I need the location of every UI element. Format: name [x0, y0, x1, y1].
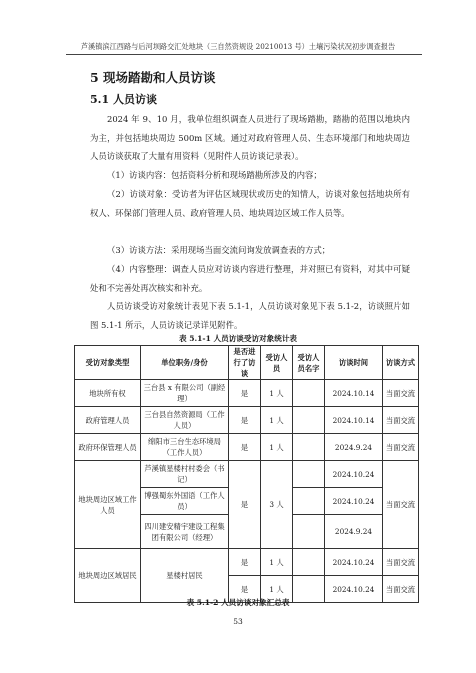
table-cell: 芦溪镇星楼村村委会（书记） [141, 461, 229, 488]
paragraph-interview-content: （1）访谈内容：包括资料分析和现场踏勘所涉及的内容； [107, 170, 322, 180]
table-cell: 1 人 [261, 407, 293, 434]
table-cell: 三台县自然资源局（工作人员） [141, 407, 229, 434]
table-cell: 当面交流 [383, 407, 419, 434]
header-cell: 单位职务/身份 [141, 346, 229, 380]
table-cell: 2024.10.24 [325, 461, 383, 488]
table-cell: 2024.9.24 [325, 515, 383, 549]
table-cell [293, 407, 325, 434]
table-cell: 是 [229, 380, 261, 407]
table-cell: 当面交流 [383, 380, 419, 407]
table-cell: 1 人 [261, 576, 293, 603]
header-cell: 访谈时间 [325, 346, 383, 380]
table-row [75, 434, 419, 461]
table-cell: 地块周边区域工作人员 [75, 461, 141, 549]
table-cell [293, 461, 325, 488]
table-cell: 2024.9.24 [325, 434, 383, 461]
table-row [75, 380, 419, 407]
page-number: 53 [233, 617, 243, 626]
table-row [75, 549, 419, 576]
interview-statistics-table [74, 345, 419, 603]
table-cell: 是 [229, 434, 261, 461]
paragraph-interview-subjects: （2）访谈对象：受访者为评估区域现状或历史的知情人，访谈对象包括地块所有权人、环保部门管理人员、政府管理人员、地块周边区域工作人员等。 [90, 189, 410, 218]
table-cell: 三台县 x 有限公司（副经理） [141, 380, 229, 407]
table-cell [293, 488, 325, 515]
table-cell: 1 人 [261, 434, 293, 461]
table-cell [293, 549, 325, 576]
table-caption-2: 表 5.1-2 人员访谈对象汇总表 [186, 598, 290, 607]
paragraph-interview-method: （3）访谈方法：采用现场当面交流问询发放调查表的方式； [107, 245, 331, 255]
header-cell: 受访人员 [261, 346, 293, 380]
table-cell: 2024.10.14 [325, 380, 383, 407]
table-cell: 政府管理人员 [75, 407, 141, 434]
table-cell: 2024.10.24 [325, 576, 383, 603]
table-cell: 是 [229, 461, 261, 549]
header-cell: 是否进行了访谈 [229, 346, 261, 380]
table-cell [293, 434, 325, 461]
table-row [75, 461, 419, 488]
table-cell: 当面交流 [383, 576, 419, 603]
table-cell: 是 [229, 576, 261, 603]
header-cell: 受访对象类型 [75, 346, 141, 380]
running-header: 芦溪镇滨江西路与后河坝路交汇处地块（三自然资规设 20210013 号）土壤污染状况初步调查报告 [80, 42, 396, 51]
table-header-row [75, 346, 419, 380]
table-cell: 绵阳市三台生态环境局（工作人员） [141, 434, 229, 461]
table-cell: 博强蜀东外国语（工作人员） [141, 488, 229, 515]
table-cell: 是 [229, 407, 261, 434]
table-caption: 表 5.1-1 人员访谈受访对象统计表 [178, 334, 298, 343]
table-cell: 2024.10.24 [325, 488, 383, 515]
table-cell: 是 [229, 549, 261, 576]
table-cell: 当面交流 [383, 549, 419, 576]
paragraph-table-reference: 人员访谈受访对象统计表见下表 5.1-1，人员访谈对象见下表 5.1-2，访谈照片如图 5.1-1 所示，人员访谈记录详见附件。 [90, 301, 410, 330]
header-cell: 受访人员名字 [293, 346, 325, 380]
paragraph-content-organization: （4）内容整理：调查人员应对访谈内容进行整理，并对照已有资料，对其中可疑处和不完善处再次核实和补充。 [90, 264, 410, 293]
table-cell: 2024.10.14 [325, 407, 383, 434]
table-cell: 当面交流 [383, 461, 419, 549]
table-cell: 1 人 [261, 380, 293, 407]
table-cell: 地块周边区域居民 [75, 549, 141, 603]
paragraph-intro: 2024 年 9、10 月，我单位组织调查人员进行了现场踏勘，踏勘的范围以地块内为主，并包括地块周边 500m 区域。通过对政府管理人员、生态环境部门和地块周边人员访谈获取了大量有用资料（见附件人员访谈记录表）。 [90, 114, 410, 162]
table-row [75, 407, 419, 434]
header-divider [66, 54, 422, 55]
table-cell [293, 515, 325, 549]
table-cell: 星楼村居民 [141, 549, 229, 603]
chapter-title: 5 现场踏勘和人员访谈 [90, 70, 216, 85]
table-cell: 地块所有权 [75, 380, 141, 407]
table-cell: 2024.10.24 [325, 549, 383, 576]
table-cell: 当面交流 [383, 434, 419, 461]
table-cell: 1 人 [261, 549, 293, 576]
table-cell: 3 人 [261, 461, 293, 549]
section-title: 5.1 人员访谈 [90, 93, 157, 106]
table-cell: 政府环保管理人员 [75, 434, 141, 461]
table-cell: 四川建安精宇建设工程集团有限公司（经理） [141, 515, 229, 549]
header-cell: 访谈方式 [383, 346, 419, 380]
table-cell [293, 380, 325, 407]
